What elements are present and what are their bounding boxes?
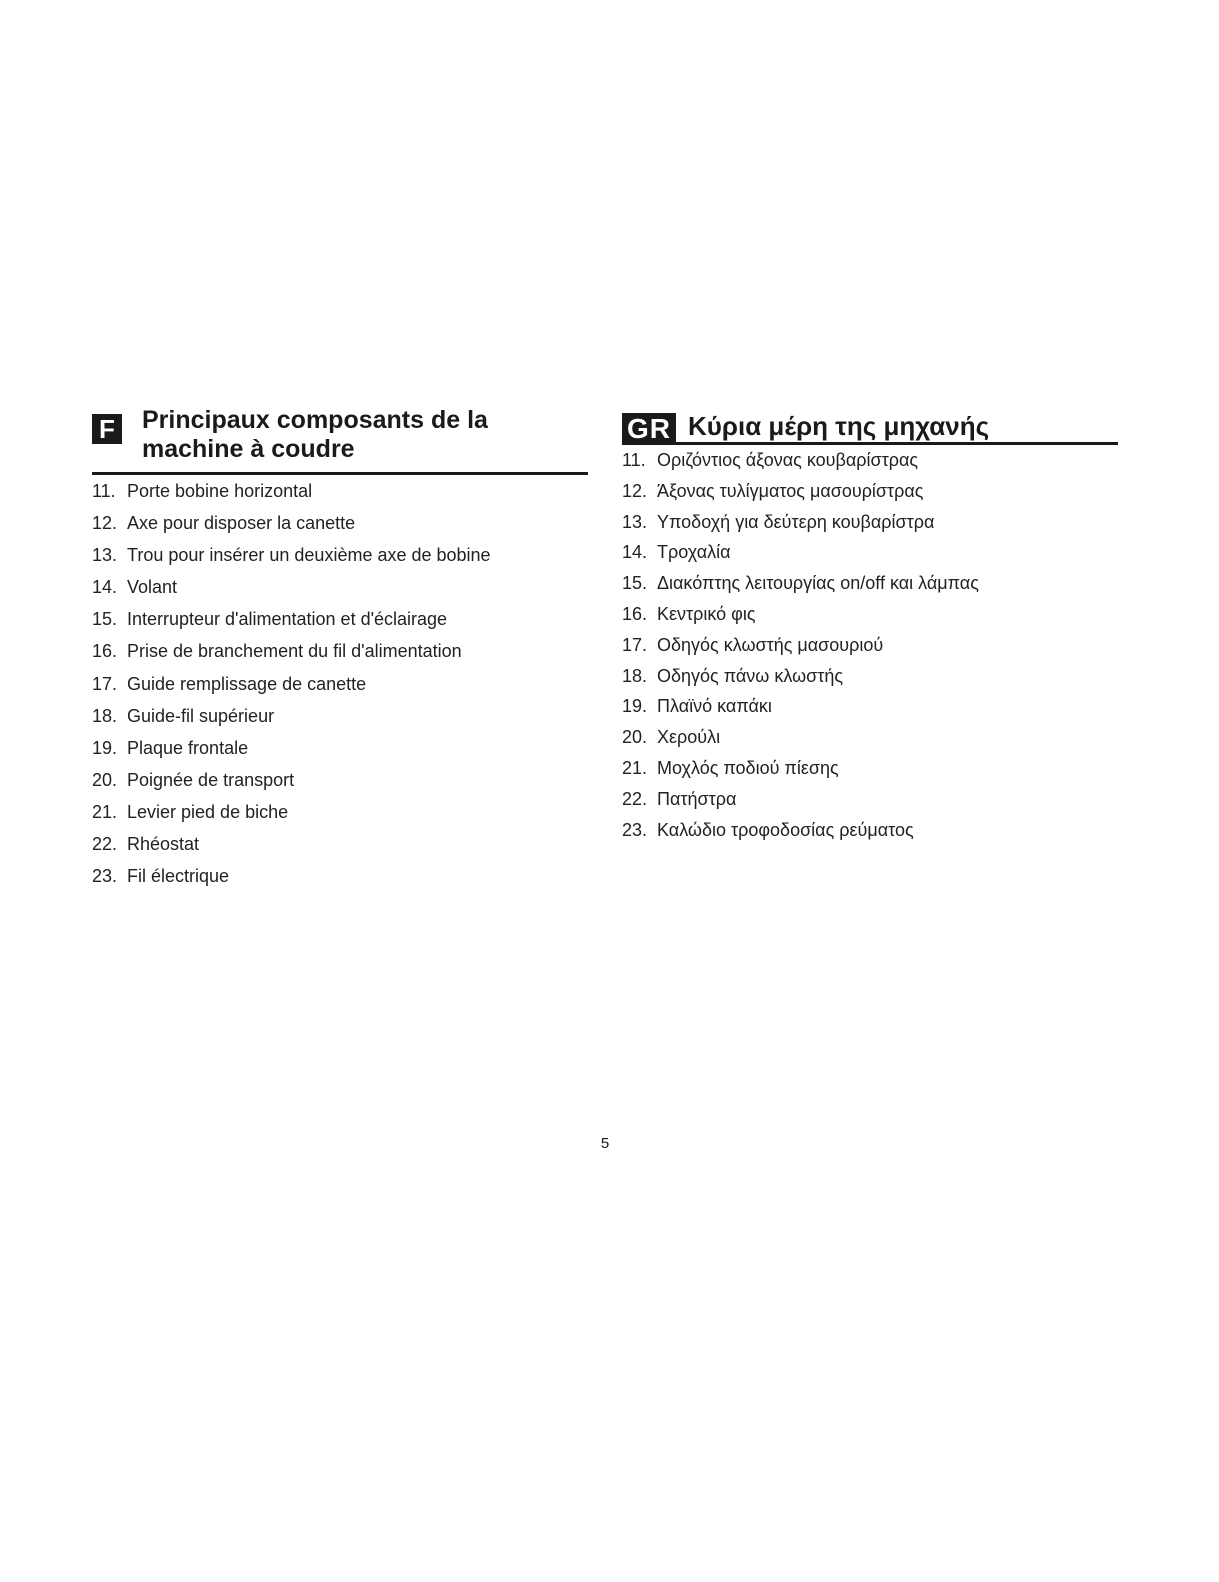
item-label: Χερούλι bbox=[657, 727, 721, 748]
item-label: Πατήστρα bbox=[657, 788, 737, 809]
item-number: 12. bbox=[622, 480, 648, 501]
item-number: 23. bbox=[92, 866, 118, 887]
item-number: 22. bbox=[622, 788, 648, 809]
item-number: 16. bbox=[92, 641, 118, 662]
item-label: Guide remplissage de canette bbox=[127, 673, 367, 694]
list-item bbox=[622, 691, 1118, 722]
item-label: Υποδοχή για δεύτερη κουβαρίστρα bbox=[657, 511, 935, 532]
greek-title: Κύρια μέρη της μηχανής bbox=[688, 411, 990, 441]
item-label: Πλαϊνό καπάκι bbox=[657, 696, 772, 717]
list-item bbox=[92, 603, 588, 635]
list-item bbox=[622, 568, 1118, 599]
item-label: Guide-fil supérieur bbox=[127, 705, 275, 726]
item-number: 23. bbox=[622, 819, 648, 840]
list-item bbox=[92, 764, 588, 796]
item-label: Οδηγός πάνω κλωστής bbox=[657, 665, 844, 686]
list-item bbox=[622, 815, 1118, 846]
item-number: 11. bbox=[92, 481, 116, 501]
item-label: Plaque frontale bbox=[127, 737, 249, 758]
language-badge-fr: F bbox=[92, 414, 122, 444]
list-item bbox=[92, 507, 588, 539]
item-label: Μοχλός ποδιού πίεσης bbox=[657, 757, 839, 778]
item-label: Levier pied de biche bbox=[127, 801, 289, 822]
item-label: Κεντρικό φις bbox=[657, 603, 756, 624]
list-item bbox=[622, 722, 1118, 753]
list-item bbox=[92, 539, 588, 571]
list-item bbox=[622, 661, 1118, 692]
list-item bbox=[622, 537, 1118, 568]
greek-header bbox=[622, 406, 1118, 445]
item-label: Poignée de transport bbox=[127, 769, 295, 790]
item-label: Volant bbox=[127, 577, 178, 598]
item-label: Axe pour disposer la canette bbox=[127, 513, 356, 534]
language-badge-gr: GR bbox=[622, 413, 676, 443]
list-item bbox=[92, 828, 588, 860]
list-item bbox=[622, 445, 1118, 476]
list-item bbox=[92, 475, 588, 507]
item-label: Interrupteur d'alimentation et d'éclairage bbox=[127, 609, 448, 630]
list-item bbox=[622, 476, 1118, 507]
item-number: 17. bbox=[92, 673, 118, 694]
item-number: 18. bbox=[622, 665, 648, 686]
list-item bbox=[622, 753, 1118, 784]
item-label: Τροχαλία bbox=[657, 542, 731, 563]
page-number: 5 bbox=[600, 1135, 610, 1152]
list-item bbox=[622, 784, 1118, 815]
item-number: 20. bbox=[622, 727, 648, 748]
item-label: Διακόπτης λειτουργίας on/off και λάμπας bbox=[657, 573, 979, 594]
item-number: 13. bbox=[92, 545, 118, 566]
item-number: 15. bbox=[92, 609, 118, 630]
french-header bbox=[92, 406, 588, 475]
list-item bbox=[92, 732, 588, 764]
list-item bbox=[92, 796, 588, 828]
list-item bbox=[622, 599, 1118, 630]
item-number: 14. bbox=[92, 577, 118, 598]
french-parts-list bbox=[92, 475, 588, 892]
french-section bbox=[92, 406, 588, 892]
item-label: Καλώδιο τροφοδοσίας ρεύματος bbox=[657, 819, 914, 840]
item-label: Porte bobine horizontal bbox=[127, 481, 313, 501]
item-label: Άξονας τυλίγματος μασουρίστρας bbox=[657, 480, 924, 501]
item-number: 19. bbox=[622, 696, 648, 717]
item-number: 22. bbox=[92, 834, 118, 855]
item-label: Trou pour insérer un deuxième axe de bobine bbox=[127, 545, 491, 566]
item-number: 13. bbox=[622, 511, 648, 532]
item-label: Οδηγός κλωστής μασουριού bbox=[657, 634, 884, 655]
greek-parts-list bbox=[622, 445, 1118, 845]
item-number: 12. bbox=[92, 513, 118, 534]
item-number: 15. bbox=[622, 573, 648, 594]
list-item bbox=[92, 571, 588, 603]
list-item bbox=[92, 700, 588, 732]
item-number: 20. bbox=[92, 769, 118, 790]
list-item bbox=[92, 668, 588, 700]
list-item bbox=[622, 630, 1118, 661]
greek-section bbox=[622, 406, 1118, 845]
item-number: 17. bbox=[622, 634, 648, 655]
item-number: 14. bbox=[622, 542, 648, 563]
item-number: 19. bbox=[92, 737, 118, 758]
item-label: Rhéostat bbox=[127, 834, 200, 855]
item-number: 16. bbox=[622, 603, 648, 624]
item-label: Οριζόντιος άξονας κουβαρίστρας bbox=[657, 450, 919, 470]
item-label: Prise de branchement du fil d'alimentation bbox=[127, 641, 462, 662]
list-item bbox=[92, 860, 588, 892]
item-number: 11. bbox=[622, 450, 646, 470]
item-number: 21. bbox=[92, 801, 118, 822]
item-number: 21. bbox=[622, 757, 648, 778]
item-label: Fil électrique bbox=[127, 866, 230, 887]
french-title: Principaux composants de la machine à coudre bbox=[142, 406, 488, 463]
item-number: 18. bbox=[92, 705, 118, 726]
list-item bbox=[92, 635, 588, 667]
list-item bbox=[622, 507, 1118, 538]
